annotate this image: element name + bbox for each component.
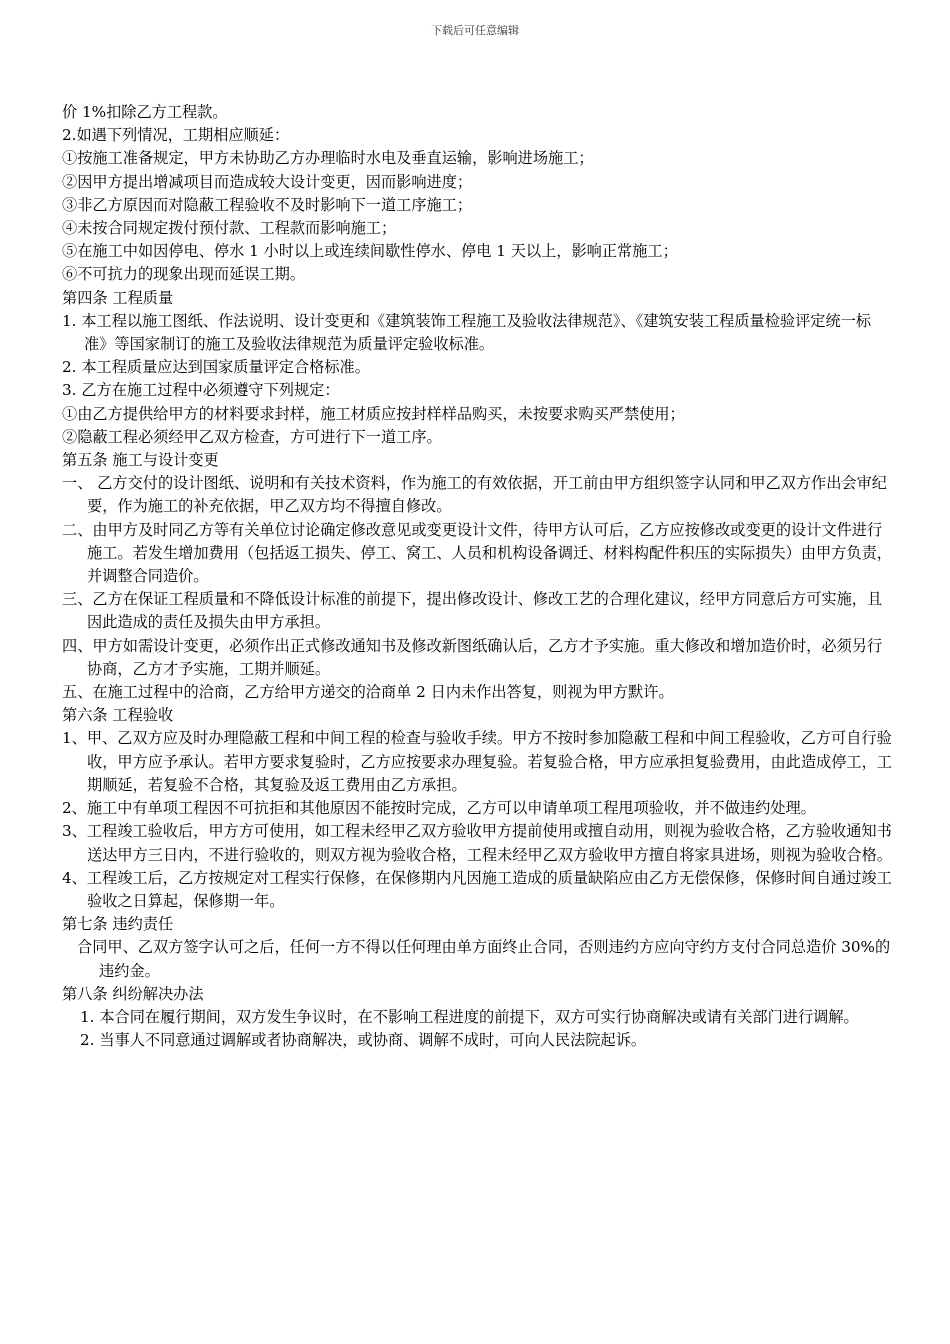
paragraph: 1、甲、乙双方应及时办理隐蔽工程和中间工程的检查与验收手续。甲方不按时参加隐蔽工程和中间工程验收，乙方可自行验收，甲方应予承认。若甲方要求复验时，乙方应按要求办理复验。若复验合格，甲方应承担复验费用，由此造成停工，工期顺延，若复验不合格，其复验及返工费用由乙方承担。 xyxy=(62,729,892,794)
paragraph: ⑤在施工中如因停电、停水 1 小时以上或连续间歇性停水、停电 1 天以上，影响正常施工； xyxy=(62,242,678,261)
paragraph: 合同甲、乙双方签字认可之后，任何一方不得以任何理由单方面终止合同，否则违约方应向守约方支付合同总造价 30%的违约金。 xyxy=(77,938,891,980)
paragraph: ⑥不可抗力的现象出现而延误工期。 xyxy=(62,265,305,284)
paragraph: 2. 本工程质量应达到国家质量评定合格标准。 xyxy=(62,358,370,377)
paragraph: 第六条 工程验收 xyxy=(62,706,174,725)
paragraph: ②隐蔽工程必须经甲乙双方检查，方可进行下一道工序。 xyxy=(62,427,442,446)
paragraph: 3. 乙方在施工过程中必须遵守下列规定： xyxy=(62,381,340,400)
paragraph: 2、施工中有单项工程因不可抗拒和其他原因不能按时完成，乙方可以申请单项工程甩项验收，并不做违约处理。 xyxy=(62,799,816,818)
page-header: 下载后可任意编辑 xyxy=(431,24,519,37)
paragraph: 1. 本工程以施工图纸、作法说明、设计变更和《建筑装饰工程施工及验收法律规范》、《建筑安装工程质量检验评定统一标准》等国家制订的施工及验收法律规范为质量评定验收标准。 xyxy=(62,311,872,354)
paragraph: ①由乙方提供给甲方的材料要求封样，施工材质应按封样样品购买，未按要求购买严禁使用； xyxy=(62,404,685,423)
paragraph: ①按施工准备规定，甲方未协助乙方办理临时水电及垂直运输，影响进场施工； xyxy=(62,149,594,168)
paragraph: 五、在施工过程中的洽商，乙方给甲方递交的洽商单 2 日内未作出答复，则视为甲方默许。 xyxy=(62,683,674,702)
paragraph: 3、工程竣工验收后，甲方方可使用，如工程未经甲乙双方验收甲方提前使用或擅自动用，则视为验收合格，乙方验收通知书送达甲方三日内，不进行验收的，则双方视为验收合格，工程未经甲乙双方验收甲方擅自将家具进场，则视为验收合格。 xyxy=(62,822,892,864)
paragraph: 第五条 施工与设计变更 xyxy=(62,451,219,470)
paragraph: 1. 本合同在履行期间，双方发生争议时，在不影响工程进度的前提下，双方可实行协商解决或请有关部门进行调解。 xyxy=(80,1007,859,1026)
paragraph: 四、甲方如需设计变更，必须作出正式修改通知书及修改新图纸确认后，乙方才予实施。重大修改和增加造价时，必须另行协商，乙方才予实施，工期并顺延。 xyxy=(62,636,883,678)
paragraph: 一、 乙方交付的设计图纸、说明和有关技术资料，作为施工的有效依据，开工前由甲方组织签字认同和甲乙双方作出会审纪要，作为施工的补充依据，甲乙双方均不得擅自修改。 xyxy=(62,474,887,516)
document-body xyxy=(62,101,892,1052)
paragraph: ③非乙方原因而对隐蔽工程验收不及时影响下一道工序施工； xyxy=(62,195,473,214)
paragraph: 4、工程竣工后，乙方按规定对工程实行保修，在保修期内凡因施工造成的质量缺陷应由乙方无偿保修，保修时间自通过竣工验收之日算起，保修期一年。 xyxy=(62,868,892,910)
paragraph: ④未按合同规定拨付预付款、工程款而影响施工； xyxy=(62,219,397,238)
paragraph: 第八条 纠纷解决办法 xyxy=(62,984,204,1003)
paragraph: 价 1%扣除乙方工程款。 xyxy=(62,103,228,121)
paragraph: 第七条 违约责任 xyxy=(62,915,174,934)
paragraph: 二、由甲方及时同乙方等有关单位讨论确定修改意见或变更设计文件，待甲方认可后，乙方应按修改或变更的设计文件进行施工。若发生增加费用（包括返工损失、停工、窝工、人员和机构设备调迁、材料构配件积压的实际损失）由甲方负责，并调整合同造价。 xyxy=(62,520,892,586)
paragraph: ②因甲方提出增减项目而造成较大设计变更，因而影响进度； xyxy=(62,172,473,191)
paragraph: 2.如遇下列情况，工期相应顺延： xyxy=(62,126,290,145)
paragraph: 三、乙方在保证工程质量和不降低设计标准的前提下，提出修改设计、修改工艺的合理化建议，经甲方同意后方可实施，且因此造成的责任及损失由甲方承担。 xyxy=(62,590,883,632)
paragraph: 2. 当事人不同意通过调解或者协商解决，或协商、调解不成时，可向人民法院起诉。 xyxy=(80,1031,647,1050)
paragraph: 第四条 工程质量 xyxy=(62,288,174,307)
